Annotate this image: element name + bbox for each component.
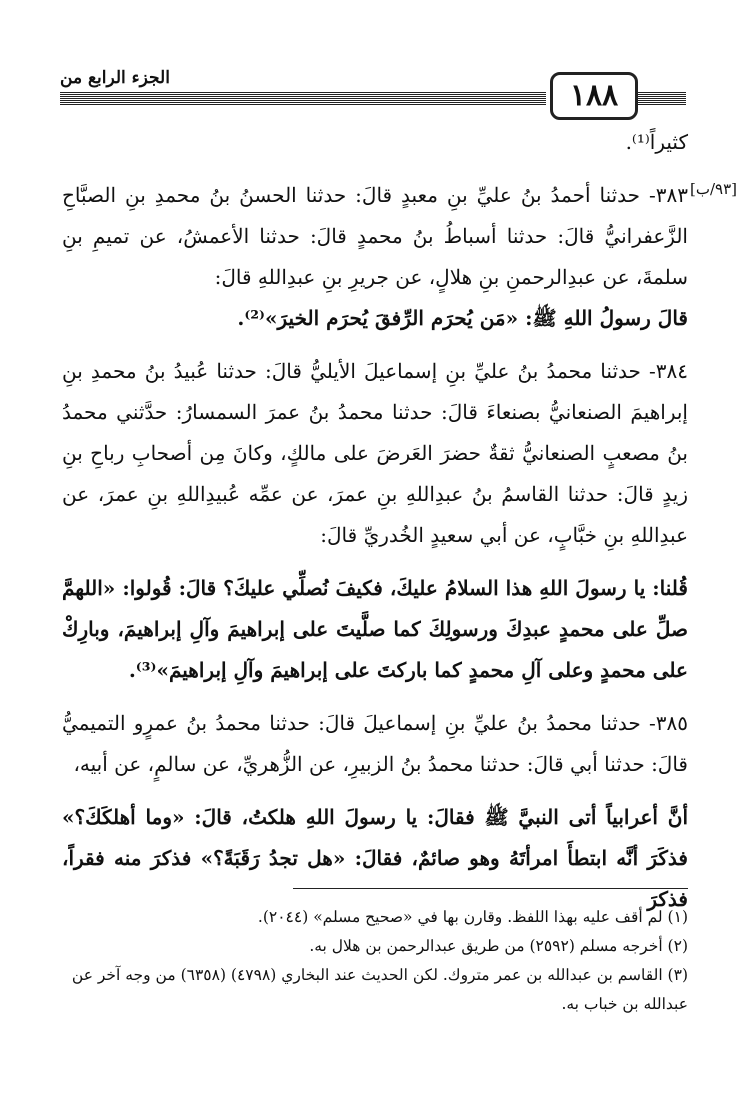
hadith-384-matn: قُلنا: يا رسولَ اللهِ هذا السلامُ عليكَ، فكيفَ نُصلِّي عليكَ؟ قالَ: قُولوا: «اللهمَّ صلِّ على محمدٍ عبدِكَ ورسولِكَ كما صلَّيتَ على إبراهيمَ وآلِ إبراهيمَ، وبارِكْ على محمدٍ وعلى آلِ محمدٍ كما باركتَ على إبراهيمَ وآلِ إبراهيمَ»⁽³⁾. (62, 576, 688, 682)
running-title: الجزء الرابع من (60, 68, 170, 88)
page-header (60, 68, 686, 118)
hadith-385-matn: أنَّ أعرابياً أتى النبيَّ ﷺ فقالَ: يا رسولَ اللهِ هلكتُ، قالَ: «وما أهلكَكَ؟» فذكَرَ أنَّه ابتطأَ امرأتَهُ وهو صائمٌ، فقالَ: «هل تجدُ رَقَبَةً؟» فذكرَ منه فقراً، فذكرَ (62, 805, 688, 911)
hadith-385-isnad: ٣٨٥- حدثنا محمدُ بنُ عليِّ بنِ إسماعيلَ قالَ: حدثنا محمدُ بنُ عمرٍو التميميُّ قالَ: حدثنا أبي قالَ: حدثنا محمدُ بنُ الزبيرِ، عن الزُّهريِّ، عن سالمٍ، عن أبيه، (62, 711, 688, 776)
manuscript-folio-ref: [٩٣/ب] (690, 180, 738, 198)
footnote: (٣) القاسم بن عبدالله بن عمر متروك. لكن الحديث عند البخاري (٤٧٩٨) (٦٣٥٨) من وجه آخر عن عبدالله بن خباب به. (71, 966, 688, 1013)
footnote-separator (293, 888, 688, 889)
text-line: كثيراً⁽¹⁾. (625, 130, 688, 154)
main-text (62, 122, 688, 920)
footnote: (٢) أخرجه مسلم (٢٥٩٢) من طريق عبدالرحمن بن هلال به. (309, 937, 688, 955)
hadith-383-isnad: ٣٨٣- حدثنا أحمدُ بنُ عليِّ بنِ معبدٍ قالَ: حدثنا الحسنُ بنُ محمدِ بنِ الصبَّاحِ الزَّعفرانيُّ قالَ: حدثنا أسباطُ بنُ محمدٍ قالَ: حدثنا الأعمشُ، عن تميمِ بنِ سلمةَ، عن عبدِالرحمنِ بنِ هلالٍ، عن جريرِ بنِ عبدِاللهِ قالَ: (62, 183, 688, 289)
footnotes (60, 903, 688, 1019)
header-rule (60, 92, 546, 106)
hadith-383-matn: قالَ رسولُ اللهِ ﷺ: «مَن يُحرَم الرِّفقَ يُحرَم الخيرَ»⁽²⁾. (237, 306, 688, 330)
header-rule (635, 92, 686, 106)
page-number: ١٨٨ (550, 72, 638, 120)
footnote: (١) لم أقف عليه بهذا اللفظ. وقارن بها في «صحيح مسلم» (٢٠٤٤). (257, 908, 688, 926)
hadith-384-isnad: ٣٨٤- حدثنا محمدُ بنُ عليِّ بنِ إسماعيلَ الأيليُّ قالَ: حدثنا عُبيدُ بنُ محمدِ بنِ إبراهيمَ الصنعانيُّ بصنعاءَ قالَ: حدثنا محمدُ بنُ عمرَ السمسارُ: حدَّثني محمدُ بنُ مصعبٍ الصنعانيُّ ثقةٌ حضرَ العَرضَ على مالكٍ، وكانَ مِن أصحابِ رباحِ بنِ زيدٍ قالَ: حدثنا القاسمُ بنُ عبدِاللهِ بنِ عمرَ، عن عمِّه عُبيدِاللهِ بنِ عمرَ، عن عبدِاللهِ بنِ خبَّابٍ، عن أبي سعيدٍ الخُدريِّ قالَ: (62, 359, 688, 547)
